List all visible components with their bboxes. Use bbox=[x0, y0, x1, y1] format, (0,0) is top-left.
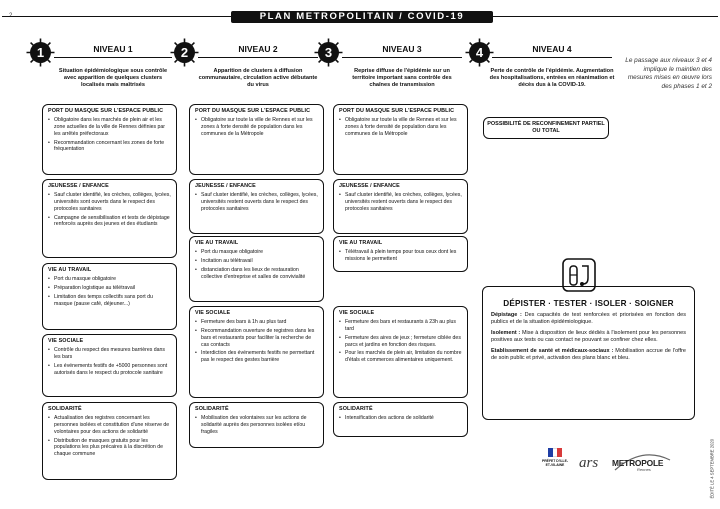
section-title: VIE SOCIALE bbox=[48, 338, 84, 344]
section-title: SOLIDARITÉ bbox=[195, 406, 229, 412]
prefet-logo bbox=[540, 448, 570, 488]
list-item: • Les événements festifs de +5000 personnes sont autorisés dans le respect du protocole sanitaire bbox=[48, 363, 171, 377]
list-item: • Sauf cluster identifié, les crèches, collèges, lycées, universités restent ouverts dans le respect des protocoles sanitaires bbox=[339, 192, 462, 213]
list-item: • Préparation logistique au télétravail bbox=[48, 285, 171, 292]
page-title: PLAN METROPOLITAIN / COVID-19 bbox=[231, 11, 493, 23]
list-item: • Actualisation des registres concernant les personnes isolées et constitution d'une réserve de volontaires pour des actions de solidarité bbox=[48, 415, 171, 436]
level-2-solidarite-box bbox=[189, 402, 324, 448]
level-2-jeunesse-box bbox=[189, 179, 324, 234]
list-item: • Sauf cluster identifié, les crèches, collèges, lycées, universités restent ouverts dans le respect des protocoles sanitaires bbox=[195, 192, 318, 213]
list-item: • Pour les marchés de plein air, limitation du nombre d'étals et commerces alimentaires uniquement. bbox=[339, 350, 462, 364]
level-1-jeunesse-box bbox=[42, 179, 177, 258]
paragraph-label: Dépistage : bbox=[491, 312, 522, 318]
section-title: VIE AU TRAVAIL bbox=[195, 240, 239, 246]
level-1-description: Situation épidémiologique sous contrôle avec apparition de quelques clusters localisés mais maîtrisés bbox=[58, 68, 168, 88]
level-3-jeunesse-box bbox=[333, 179, 468, 234]
title-bar bbox=[2, 11, 718, 23]
list-item: • Obligatoire sur toute la ville de Rennes et sur les zones à forte densité de population dans les communes de la Métropole bbox=[339, 117, 462, 138]
level-3-number: 3 bbox=[324, 45, 333, 60]
level-2-travail-box bbox=[189, 236, 324, 302]
list-item: • Distribution de masques gratuits pour les populations les plus précaires à la discrétion de chaque commune bbox=[48, 438, 171, 459]
section-title: PORT DU MASQUE SUR L'ESPACE PUBLIC bbox=[48, 108, 164, 114]
level-4-title: NIVEAU 4 bbox=[532, 44, 572, 54]
level-2-masque-box bbox=[189, 104, 324, 175]
section-title: VIE AU TRAVAIL bbox=[339, 240, 383, 246]
level-1-number: 1 bbox=[36, 45, 45, 60]
level-3-rule bbox=[342, 57, 462, 58]
section-title: JEUNESSE / ENFANCE bbox=[195, 183, 256, 189]
list-item: • Port du masque obligatoire bbox=[48, 276, 171, 283]
prefet-text: PRÉFET D'ILLE-ET-VILAINE bbox=[541, 459, 569, 468]
level-2-badge bbox=[170, 38, 199, 67]
list-item: • Limitation des temps collectifs sans port du masque (pause café, déjeuner...) bbox=[48, 294, 171, 308]
level-transition-note: Le passage aux niveaux 3 et 4 implique le maintien des mesures mises en œuvre lors des phases 1 et 2 bbox=[625, 57, 712, 90]
reconfinement-box: POSSIBILITÉ DE RECONFINEMENT PARTIEL OU TOTAL bbox=[483, 117, 609, 139]
list-item: • Intensification des actions de solidarité bbox=[339, 415, 462, 422]
level-4-rule bbox=[492, 57, 612, 58]
section-title: JEUNESSE / ENFANCE bbox=[339, 183, 400, 189]
level-4-description: Perte de contrôle de l'épidémie. Augmentation des hospitalisations, entrées en réanimation et décès dus à la COVID-19. bbox=[489, 68, 615, 88]
level-3-description: Reprise diffuse de l'épidémie sur un territoire important sans contrôle des chaînes de transmission bbox=[352, 68, 452, 88]
section-title: JEUNESSE / ENFANCE bbox=[48, 183, 109, 189]
etablissement-paragraph bbox=[491, 348, 686, 363]
isolement-paragraph bbox=[491, 330, 686, 345]
page-number: 2 bbox=[9, 13, 13, 19]
metropole-word: METROPOLE bbox=[612, 458, 664, 468]
section-title: PORT DU MASQUE SUR L'ESPACE PUBLIC bbox=[195, 108, 311, 114]
list-item: • Fermeture des bars à 1h au plus tard bbox=[195, 319, 318, 326]
ars-logo: ars bbox=[579, 455, 599, 471]
depistage-paragraph bbox=[491, 312, 686, 327]
level-1-travail-box bbox=[42, 263, 177, 330]
level-3-vie-sociale-box bbox=[333, 306, 468, 398]
list-item: • Recommandation concernant les zones de forte fréquentation bbox=[48, 140, 171, 154]
level-2-title: NIVEAU 2 bbox=[238, 44, 278, 54]
level-1-solidarite-box bbox=[42, 402, 177, 480]
list-item: • Recommandation ouverture de registres dans les bars et restaurants pour faciliter la recherche de cas contacts bbox=[195, 328, 318, 349]
level-2-vie-sociale-box bbox=[189, 306, 324, 398]
level-1-rule bbox=[54, 57, 172, 58]
list-item: • Obligatoire dans les marchés de plein air et les zone actuelles de la ville de Rennes définies par les arrêtés préfectoraux bbox=[48, 117, 171, 138]
side-date bbox=[708, 440, 716, 500]
level-4-badge bbox=[465, 38, 494, 67]
metropole-sub: Rennes bbox=[637, 467, 651, 472]
metropole-logo bbox=[612, 450, 674, 480]
level-3-solidarite-box bbox=[333, 402, 468, 437]
list-item: • distanciation dans les lieux de restauration collective d'entreprise et salles de convivialité bbox=[195, 267, 318, 281]
level-4-number: 4 bbox=[475, 45, 484, 60]
paragraph-text: Mobilisation accrue de l'offre de soin public et privé, activation des plans blanc et bleu. bbox=[491, 347, 686, 362]
depister-title: DÉPISTER · TESTER · ISOLER · SOIGNER bbox=[503, 299, 674, 308]
level-1-masque-box bbox=[42, 104, 177, 175]
section-title: VIE SOCIALE bbox=[339, 310, 375, 316]
french-flag-icon bbox=[548, 448, 562, 457]
list-item: • Télétravail à plein temps pour tous ceux dont les missions le permettent bbox=[339, 249, 462, 263]
level-1-title: NIVEAU 1 bbox=[93, 44, 133, 54]
depister-tester-box bbox=[482, 286, 695, 420]
level-2-number: 2 bbox=[180, 45, 189, 60]
level-2-rule bbox=[198, 57, 318, 58]
section-title: VIE AU TRAVAIL bbox=[48, 267, 92, 273]
paragraph-text: Mise à disposition de lieux dédiés à l'isolement pour les personnes positives aux tests ou cas contact ne pouvant se confiner chez elles. bbox=[491, 329, 686, 344]
level-1-badge bbox=[26, 38, 55, 67]
list-item: • Port du masque obligatoire bbox=[195, 249, 318, 256]
section-title: SOLIDARITÉ bbox=[48, 406, 82, 412]
level-3-title: NIVEAU 3 bbox=[382, 44, 422, 54]
list-item: • Campagne de sensibilisation et tests de dépistage renforcés auprès des jeunes et des étudiants bbox=[48, 215, 171, 229]
list-item: • Obligatoire sur toute la ville de Rennes et sur les zones à forte densité de population dans les communes de la Métropole bbox=[195, 117, 318, 138]
level-3-travail-box bbox=[333, 236, 468, 272]
list-item: • Sauf cluster identifié, les crèches, collèges, lycées, universités sont ouverts dans le respect des protocoles sanitaires bbox=[48, 192, 171, 213]
paragraph-label: Etablissement de santé et médicaux-sociaux : bbox=[491, 347, 614, 354]
section-title: PORT DU MASQUE SUR L'ESPACE PUBLIC bbox=[339, 108, 455, 114]
list-item: • Mobilisation des volontaires sur les actions de solidarité auprès des personnes isolées et/ou fragiles bbox=[195, 415, 318, 436]
section-title: SOLIDARITÉ bbox=[339, 406, 373, 412]
level-1-vie-sociale-box bbox=[42, 334, 177, 397]
paragraph-text: Des capacités de test renforcées et priorisées en fonction des publics et de la situation épidémiologique. bbox=[491, 312, 686, 326]
list-item: • Fermeture des aires de jeux ; fermeture ciblée des parcs et jardins en fonction des risques. bbox=[339, 335, 462, 349]
list-item: • Fermeture des bars et restaurants à 23h au plus tard bbox=[339, 319, 462, 333]
level-2-description: Apparition de clusters à diffusion communautaire, circulation active débutante du virus bbox=[198, 68, 318, 88]
side-date-text: ÉDITÉ LE 4 SEPTEMBRE 2020 bbox=[709, 438, 715, 499]
list-item: • Interdiction des événements festifs ne permettant pas le respect des gestes barrière bbox=[195, 350, 318, 364]
level-3-badge bbox=[314, 38, 343, 67]
list-item: • Incitation au télétravail bbox=[195, 258, 318, 265]
list-item: • Contrôle du respect des mesures barrières dans les bars bbox=[48, 347, 171, 361]
paragraph-label: Isolement : bbox=[491, 329, 521, 336]
section-title: VIE SOCIALE bbox=[195, 310, 231, 316]
level-3-masque-box bbox=[333, 104, 468, 175]
